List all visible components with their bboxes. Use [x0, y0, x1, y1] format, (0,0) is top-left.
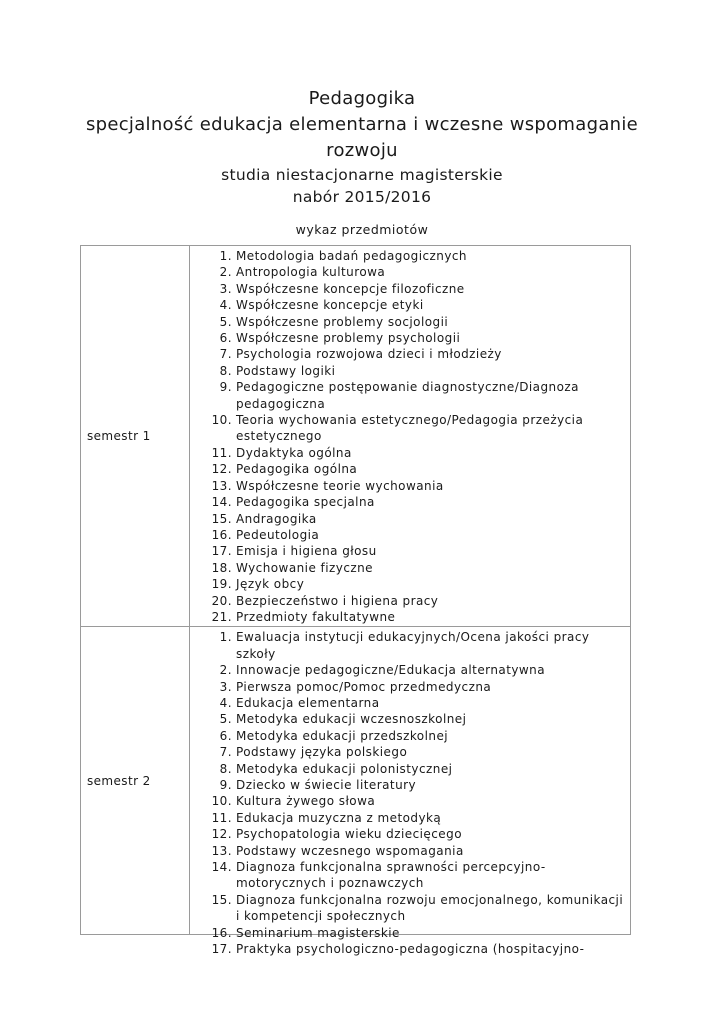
subject-item [190, 695, 626, 711]
subject-item [190, 264, 626, 280]
subject-item [190, 793, 626, 809]
subject-number: 2. [219, 663, 232, 678]
subject-name: Antropologia kulturowa [236, 265, 386, 280]
subject-name: Psychopatologia wieku dziecięcego [236, 827, 463, 842]
subject-name: Teoria wychowania estetycznego/Pedagogia przeżycia estetycznego [236, 413, 584, 444]
subject-item [190, 379, 626, 412]
document-title: Pedagogika [308, 88, 416, 109]
subject-name: Emisja i higiena głosu [236, 544, 377, 559]
subject-list-clip [190, 627, 630, 957]
subject-name: Pedagogiczne postępowanie diagnostyczne/Diagnoza pedagogiczna [236, 380, 579, 411]
subject-name: Pedeutologia [236, 527, 320, 542]
subject-item [190, 679, 626, 695]
subject-item [190, 412, 626, 445]
subject-name: Podstawy logiki [236, 363, 336, 378]
subject-item [190, 728, 626, 744]
subject-number: 1. [219, 249, 232, 263]
subject-number: 7. [219, 347, 232, 362]
subject-number: 8. [219, 363, 232, 378]
subject-name: Język obcy [236, 577, 305, 592]
subject-number: 6. [219, 331, 232, 346]
subject-number: 20. [211, 593, 232, 608]
subject-name: Pierwsza pomoc/Pomoc przedmedyczna [236, 679, 492, 694]
subject-number: 12. [211, 462, 232, 477]
subject-name: Przedmioty fakultatywne [236, 609, 396, 624]
subject-name: Pedagogika ogólna [236, 462, 358, 477]
subject-number: 2. [219, 265, 232, 280]
subject-item [190, 330, 626, 346]
semester-row [81, 246, 631, 627]
subject-name: Współczesne problemy psychologii [236, 331, 461, 346]
subject-name: Metodyka edukacji polonistycznej [236, 761, 453, 776]
subject-name: Ewaluacja instytucji edukacyjnych/Ocena jakości pracy szkoły [236, 630, 590, 661]
subject-name: Diagnoza funkcjonalna sprawności percepcyjno-motorycznych i poznawczych [236, 860, 546, 891]
subject-item [190, 281, 626, 297]
subject-name: Pedagogika specjalna [236, 495, 375, 510]
subject-list-cell [190, 246, 631, 627]
subject-item [190, 445, 626, 461]
subject-number: 13. [211, 843, 232, 858]
subject-name: Metodyka edukacji przedszkolnej [236, 728, 449, 743]
subject-number: 12. [211, 827, 232, 842]
subject-number: 9. [219, 380, 232, 395]
subject-item [190, 478, 626, 494]
subject-number: 5. [219, 314, 232, 329]
subject-number: 21. [211, 609, 232, 624]
subject-name: Kultura żywego słowa [236, 794, 376, 809]
semester-row [81, 627, 631, 935]
subject-name: Współczesne problemy socjologii [236, 314, 449, 329]
subject-number: 14. [211, 860, 232, 875]
subject-item [190, 461, 626, 477]
subject-name: Wychowanie fizyczne [236, 560, 373, 575]
subject-number: 16. [211, 925, 232, 940]
subject-number: 9. [219, 778, 232, 792]
document-header [0, 86, 724, 238]
subject-number: 6. [219, 728, 232, 743]
subject-item [190, 859, 626, 892]
specialization-heading: specjalność edukacja elementarna i wczesne wspomaganie rozwoju [85, 114, 639, 161]
subject-item [190, 576, 626, 592]
subject-item [190, 810, 626, 826]
subject-number: 16. [211, 527, 232, 542]
semester-label: semestr 1 [81, 246, 190, 627]
intake-year: nabór 2015/2016 [292, 188, 432, 206]
subject-item [190, 511, 626, 527]
subject-number: 7. [219, 745, 232, 760]
subject-item [190, 711, 626, 727]
subject-name: Metodyka edukacji wczesnoszkolnej [236, 712, 467, 727]
subject-number: 18. [211, 560, 232, 575]
subject-name: Współczesne koncepcje etyki [236, 298, 424, 313]
subject-item [190, 777, 626, 793]
subject-name: Dziecko w świecie literatury [236, 778, 417, 792]
subject-item [190, 843, 626, 859]
subject-name: Psychologia rozwojowa dzieci i młodzieży [236, 347, 502, 362]
subject-item [190, 761, 626, 777]
subject-name: Bezpieczeństwo i higiena pracy [236, 593, 439, 608]
subjects-table [80, 245, 631, 957]
subject-item [190, 248, 626, 264]
subject-number: 8. [219, 761, 232, 776]
subject-number: 3. [219, 679, 232, 694]
subject-name: Edukacja elementarna [236, 695, 380, 710]
subject-number: 17. [211, 544, 232, 559]
subject-number: 14. [211, 495, 232, 510]
subject-name: Podstawy języka polskiego [236, 745, 408, 760]
subject-item [190, 297, 626, 313]
subject-number: 1. [219, 630, 232, 645]
subject-item [190, 826, 626, 842]
subject-number: 4. [219, 695, 232, 710]
subject-name: Diagnoza funkcjonalna rozwoju emocjonalnego, komunikacji i kompetencji społecznych [236, 892, 624, 924]
subject-name: Metodologia badań pedagogicznych [236, 249, 467, 263]
subject-name: Praktyka psychologiczno-pedagogiczna (hospitacyjno- [236, 942, 585, 957]
subject-item [190, 609, 626, 625]
subject-name: Innowacje pedagogiczne/Edukacja alternatywna [236, 663, 546, 678]
subject-item [190, 363, 626, 379]
subject-item [190, 494, 626, 510]
subject-item [190, 892, 626, 925]
subject-item [190, 925, 626, 941]
subject-item [190, 527, 626, 543]
study-mode: studia niestacjonarne magisterskie [221, 166, 503, 184]
subject-list [190, 246, 630, 626]
subject-number: 5. [219, 712, 232, 727]
list-caption: wykaz przedmiotów [295, 222, 429, 237]
subject-number: 11. [211, 445, 232, 460]
subject-number: 10. [211, 413, 232, 428]
subject-name: Podstawy wczesnego wspomagania [236, 843, 464, 858]
semester-label: semestr 2 [81, 627, 190, 935]
subject-item [190, 314, 626, 330]
subject-name: Współczesne koncepcje filozoficzne [236, 281, 465, 296]
subject-number: 13. [211, 478, 232, 493]
subject-name: Edukacja muzyczna z metodyką [236, 810, 442, 825]
subject-name: Seminarium magisterskie [236, 925, 400, 940]
subject-item [190, 629, 626, 662]
subject-item [190, 941, 626, 957]
subject-item [190, 346, 626, 362]
subject-number: 19. [211, 577, 232, 592]
subject-item [190, 593, 626, 609]
subject-number: 3. [219, 281, 232, 296]
subject-number: 11. [211, 810, 232, 825]
subject-number: 15. [211, 892, 232, 907]
subject-item [190, 744, 626, 760]
subject-item [190, 543, 626, 559]
subject-list-cell [190, 627, 631, 957]
subject-name: Andragogika [236, 511, 317, 526]
subject-number: 4. [219, 298, 232, 313]
subject-item [190, 662, 626, 678]
subject-list [190, 627, 630, 958]
subject-name: Dydaktyka ogólna [236, 445, 352, 460]
subject-item [190, 560, 626, 576]
subject-number: 17. [211, 942, 232, 957]
subject-number: 15. [211, 511, 232, 526]
subject-number: 10. [211, 794, 232, 809]
subject-name: Współczesne teorie wychowania [236, 478, 444, 493]
